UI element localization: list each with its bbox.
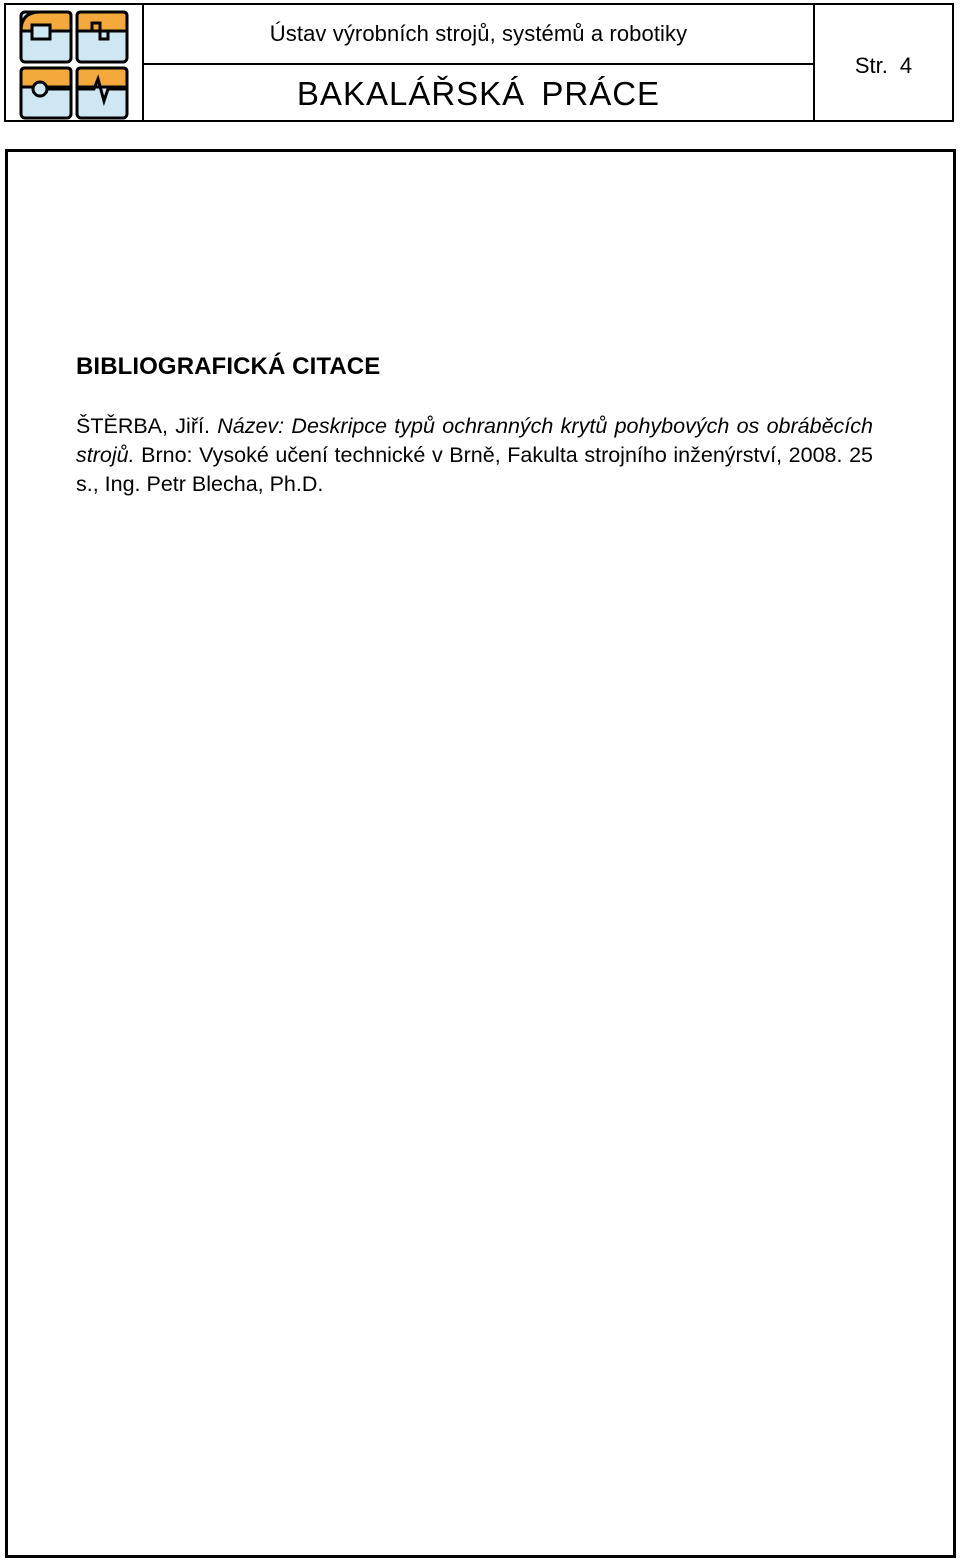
header-center-cell (144, 5, 815, 120)
page-number: Str. 4 (854, 53, 913, 78)
header-divider (144, 63, 813, 65)
citation-title: Název: Deskripce typů ochranných krytů pohybových os obráběcích strojů. (76, 414, 873, 467)
citation-author: ŠTĚRBA, Jiří. (76, 414, 210, 438)
page-number-cell (815, 5, 952, 120)
citation-publication-info: Brno: Vysoké učení technické v Brně, Fakulta strojního inženýrství, 2008. 25 s., Ing. Petr Blecha, Ph.D. (76, 443, 873, 496)
institute-name: Ústav výrobních strojů, systémů a robotiky (269, 21, 688, 46)
logo-cell (6, 5, 144, 120)
bibliographic-citation (76, 412, 873, 499)
document-type: BAKALÁŘSKÁ PRÁCE (296, 75, 661, 112)
institute-logo-icon (18, 9, 130, 121)
page-header (4, 3, 954, 122)
section-title: BIBLIOGRAFICKÁ CITACE (76, 353, 381, 380)
